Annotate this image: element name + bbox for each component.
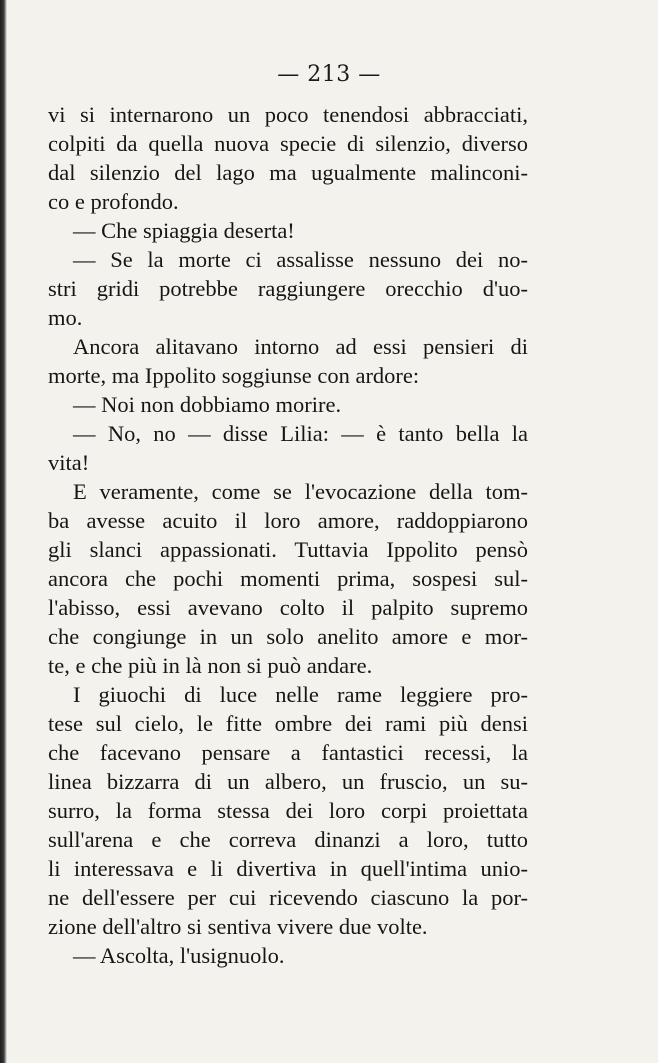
page-number: — 213 —	[277, 62, 381, 87]
text-line: vita!	[48, 450, 90, 475]
text-line: I giuochi di luce nelle rame leggiere pro-	[73, 682, 528, 707]
text-line: — Noi non dobbiamo morire.	[73, 392, 342, 417]
text-line: — Ascolta, l'usignuolo.	[73, 943, 285, 968]
text-line: — Che spiaggia deserta!	[73, 218, 295, 243]
text-line: che congiunge in un solo anelito amore e mor-	[48, 624, 528, 649]
text-line: sull'arena e che correva dinanzi a loro, tutto	[48, 827, 528, 852]
text-line: surro, la forma stessa dei loro corpi proiettata	[48, 798, 528, 823]
text-line: colpiti da quella nuova specie di silenzio, diverso	[48, 131, 528, 156]
text-line: mo.	[48, 305, 83, 330]
text-line: tese sul cielo, le fitte ombre dei rami più densi	[48, 711, 528, 736]
text-line: te, e che più in là non si può andare.	[48, 653, 373, 678]
text-line: — No, no — disse Lilia: — è tanto bella la	[73, 421, 528, 446]
text-line: stri gridi potrebbe raggiungere orecchio d'uo-	[48, 276, 528, 301]
text-line: morte, ma Ippolito soggiunse con ardore:	[48, 363, 420, 388]
body-text	[48, 100, 528, 970]
text-line: zione dell'altro si sentiva vivere due volte.	[48, 914, 428, 939]
text-line: li interessava e li divertiva in quell'intima unio-	[48, 856, 528, 881]
text-line: E veramente, come se l'evocazione della tom-	[73, 479, 528, 504]
text-line: — Se la morte ci assalisse nessuno dei no-	[73, 247, 528, 272]
text-line: dal silenzio del lago ma ugualmente malinconi-	[48, 160, 528, 185]
text-line: che facevano pensare a fantastici recessi, la	[48, 740, 528, 765]
text-line: Ancora alitavano intorno ad essi pensieri di	[73, 334, 528, 359]
text-line: vi si internarono un poco tenendosi abbracciati,	[48, 102, 528, 127]
text-line: linea bizzarra di un albero, un fruscio, un su-	[48, 769, 528, 794]
text-line: ne dell'essere per cui ricevendo ciascuno la por-	[48, 885, 528, 910]
text-line: ancora che pochi momenti prima, sospesi sul-	[48, 566, 528, 591]
text-line: co e profondo.	[48, 189, 179, 214]
text-line: l'abisso, essi avevano colto il palpito supremo	[48, 595, 528, 620]
page-binding-edge	[0, 0, 7, 1063]
text-line: ba avesse acuito il loro amore, raddoppiarono	[48, 508, 528, 533]
text-line: gli slanci appassionati. Tuttavia Ippolito pensò	[48, 537, 528, 562]
